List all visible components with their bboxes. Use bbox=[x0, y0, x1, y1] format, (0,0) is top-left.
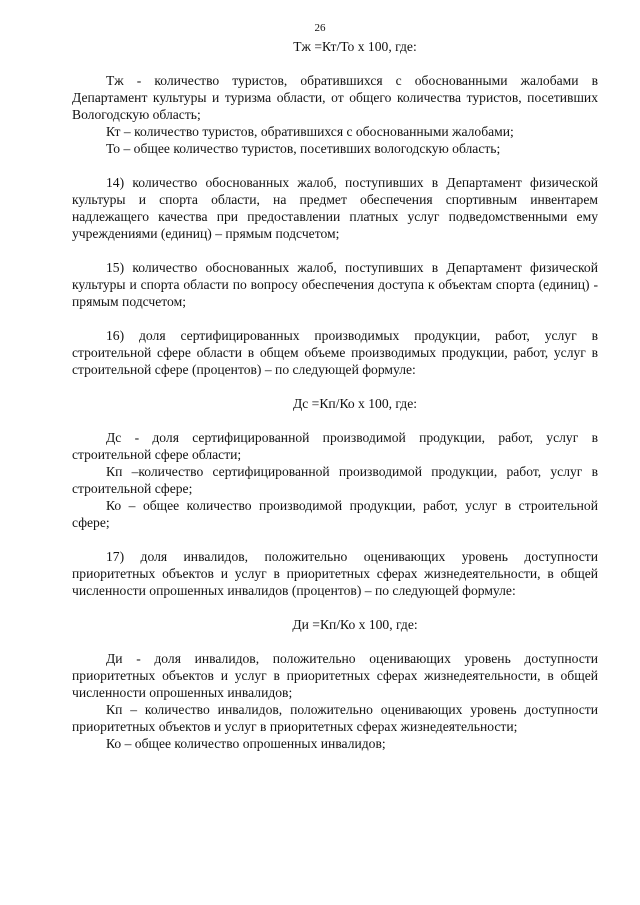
definition-line: Дс - доля сертифицированной производимой продукции, работ, услуг в строительной сфере области; bbox=[72, 430, 598, 462]
document-body bbox=[72, 38, 598, 752]
numbered-paragraph: 15) количество обоснованных жалоб, поступивших в Департамент физической культуры и спорта области по вопросу обеспечения доступа к объектам спорта (единиц) - прямым подсчетом; bbox=[72, 260, 598, 309]
paragraph-spacer bbox=[72, 55, 598, 72]
formula-line: Дс =Кп/Ко х 100, где: bbox=[292, 396, 418, 411]
paragraph-spacer bbox=[72, 633, 598, 650]
definition-line: Ди - доля инвалидов, положительно оценивающих уровень доступности приоритетных объектов и услуг в приоритетных сферах жизнедеятельности, в общей численности опрошенных инвалидов; bbox=[72, 651, 598, 700]
numbered-paragraph: 14) количество обоснованных жалоб, поступивших в Департамент физической культуры и спорта области, на предмет обеспечения спортивным инвентарем надлежащего качества при предоставлении платных услуг подведомственными ему учреждениями (единиц) – прямым подсчетом; bbox=[72, 175, 598, 241]
definition-line: Кп – количество инвалидов, положительно оценивающих уровень доступности приоритетных объектов и услуг в приоритетных сферах жизнедеятельности; bbox=[72, 702, 598, 734]
definition-line: Тж - количество туристов, обратившихся с обоснованными жалобами в Департамент культуры и туризма области, от общего количества туристов, посетивших Вологодскую область; bbox=[72, 73, 598, 122]
paragraph-spacer bbox=[72, 157, 598, 174]
paragraph-spacer bbox=[72, 599, 598, 616]
paragraph-spacer bbox=[72, 310, 598, 327]
numbered-paragraph: 17) доля инвалидов, положительно оценивающих уровень доступности приоритетных объектов и услуг в приоритетных сферах жизнедеятельности, в общей численности опрошенных инвалидов (процентов) – по следующей формуле: bbox=[72, 549, 598, 598]
paragraph-spacer bbox=[72, 412, 598, 429]
paragraph-spacer bbox=[72, 242, 598, 259]
formula-line: Тж =Кт/То х 100, где: bbox=[293, 39, 417, 54]
definition-line: Кп –количество сертифицированной производимой продукции, работ, услуг в строительной сфере; bbox=[72, 464, 598, 496]
definition-line: Ко – общее количество опрошенных инвалидов; bbox=[106, 736, 386, 751]
numbered-paragraph: 16) доля сертифицированных производимых продукции, работ, услуг в строительной сфере области в общем объеме производимых продукции, работ, услуг в строительной сфере (процентов) – по следующей формуле: bbox=[72, 328, 598, 377]
definition-line: Ко – общее количество производимой продукции, работ, услуг в строительной сфере; bbox=[72, 498, 598, 530]
definition-line: То – общее количество туристов, посетивших вологодскую область; bbox=[106, 141, 501, 156]
formula-line: Ди =Кп/Ко х 100, где: bbox=[292, 617, 418, 632]
definition-line: Кт – количество туристов, обратившихся с обоснованными жалобами; bbox=[106, 124, 514, 139]
page-number: 26 bbox=[314, 22, 326, 34]
paragraph-spacer bbox=[72, 531, 598, 548]
paragraph-spacer bbox=[72, 378, 598, 395]
